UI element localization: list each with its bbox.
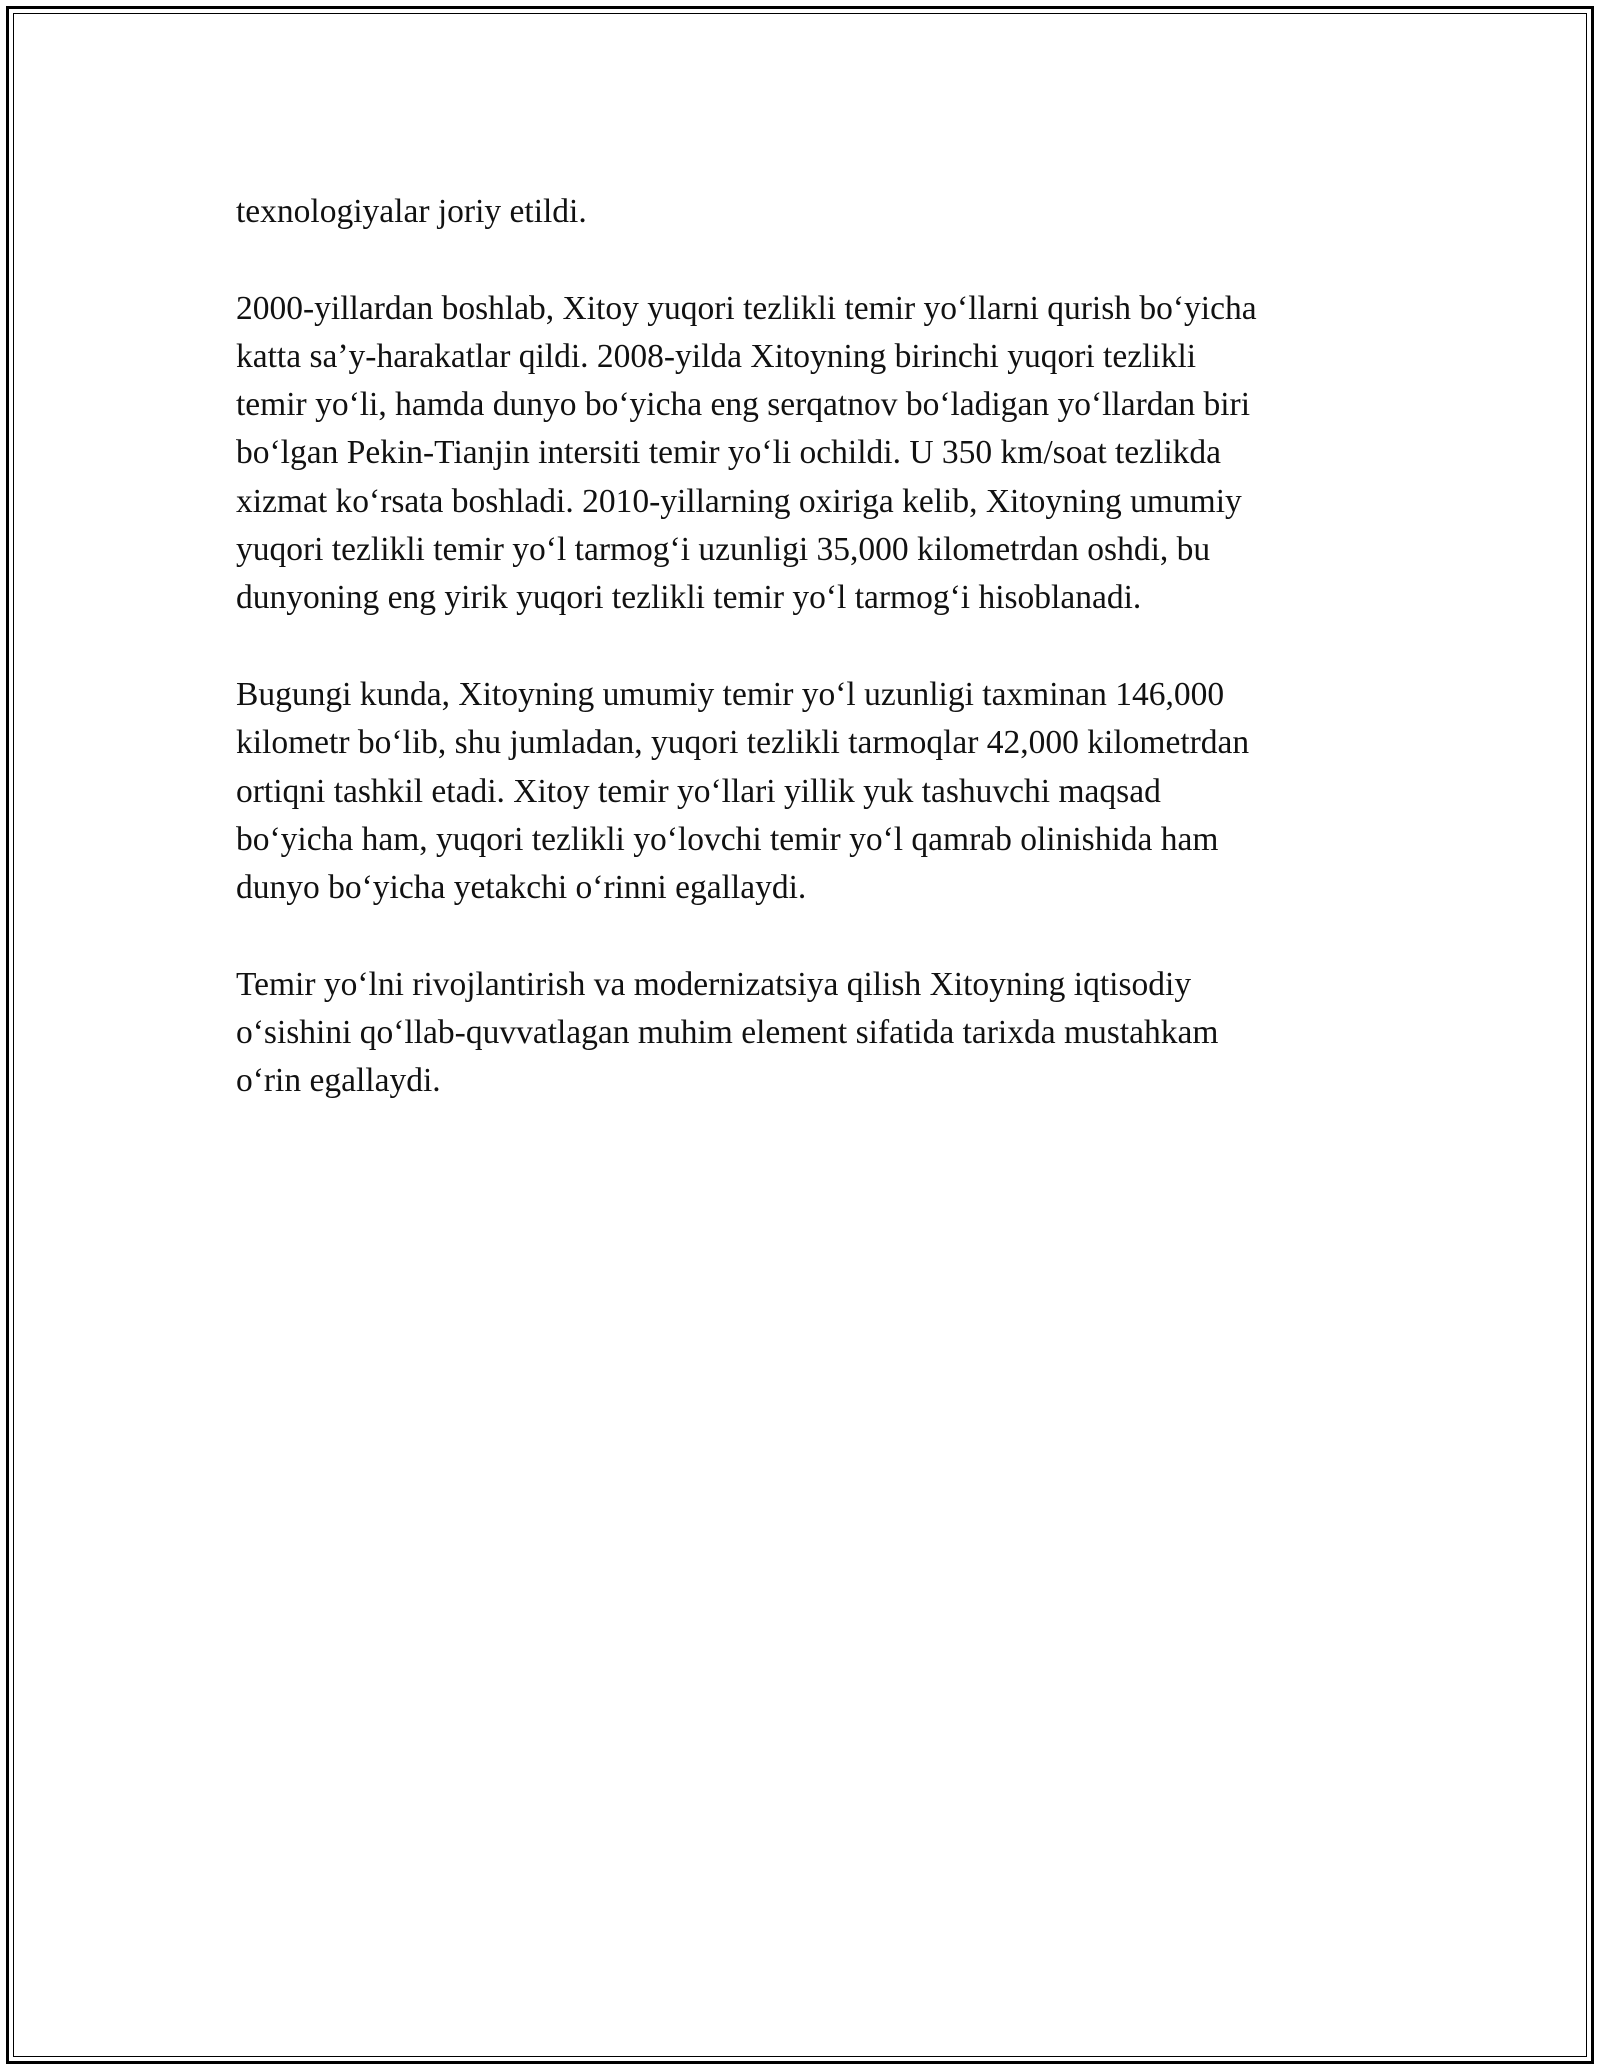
text-line: katta saʼy-harakatlar qildi. 2008-yilda Xitoyning birinchi yuqori tezlikli <box>236 337 1197 375</box>
text-line: 2000-yillardan boshlab, Xitoy yuqori tezlikli temir yoʻllarni qurish boʻyicha <box>236 289 1257 327</box>
text-line: temir yoʻli, hamda dunyo boʻyicha eng serqatnov boʻladigan yoʻllardan biri <box>236 386 1251 424</box>
text-line: xizmat koʻrsata boshladi. 2010-yillarning oxiriga kelib, Xitoyning umumiy <box>236 482 1242 520</box>
text-line: oʻrin egallaydi. <box>236 1062 441 1100</box>
text-line: dunyoning eng yirik yuqori tezlikli temir yoʻl tarmogʻi hisoblanadi. <box>236 579 1142 617</box>
text-line: Temir yoʻlni rivojlantirish va modernizatsiya qilish Xitoyning iqtisodiy <box>236 965 1192 1003</box>
text-line: kilometr boʻlib, shu jumladan, yuqori tezlikli tarmoqlar 42,000 kilometrdan <box>236 724 1250 762</box>
text-line: dunyo boʻyicha yetakchi oʻrinni egallaydi. <box>236 869 807 907</box>
text-line: boʻlgan Pekin-Tianjin intersiti temir yoʻli ochildi. U 350 km/soat tezlikda <box>236 434 1222 472</box>
text-line: ortiqni tashkil etadi. Xitoy temir yoʻllari yillik yuk tashuvchi maqsad <box>236 772 1161 810</box>
paragraph-4 <box>236 961 1366 1106</box>
document-body <box>236 188 1366 1154</box>
text-line: yuqori tezlikli temir yoʻl tarmogʻi uzunligi 35,000 kilometrdan oshdi, bu <box>236 531 1211 569</box>
text-line: Bugungi kunda, Xitoyning umumiy temir yoʻl uzunligi taxminan 146,000 <box>236 675 1225 713</box>
paragraph-3 <box>236 671 1366 912</box>
text-line: texnologiyalar joriy etildi. <box>236 193 587 230</box>
text-line: boʻyicha ham, yuqori tezlikli yoʻlovchi temir yoʻl qamrab olinishida ham <box>236 820 1219 858</box>
text-line: oʻsishini qoʻllab-quvvatlagan muhim element sifatida tarixda mustahkam <box>236 1014 1219 1052</box>
paragraph-1 <box>236 188 1366 236</box>
paragraph-2 <box>236 285 1366 623</box>
